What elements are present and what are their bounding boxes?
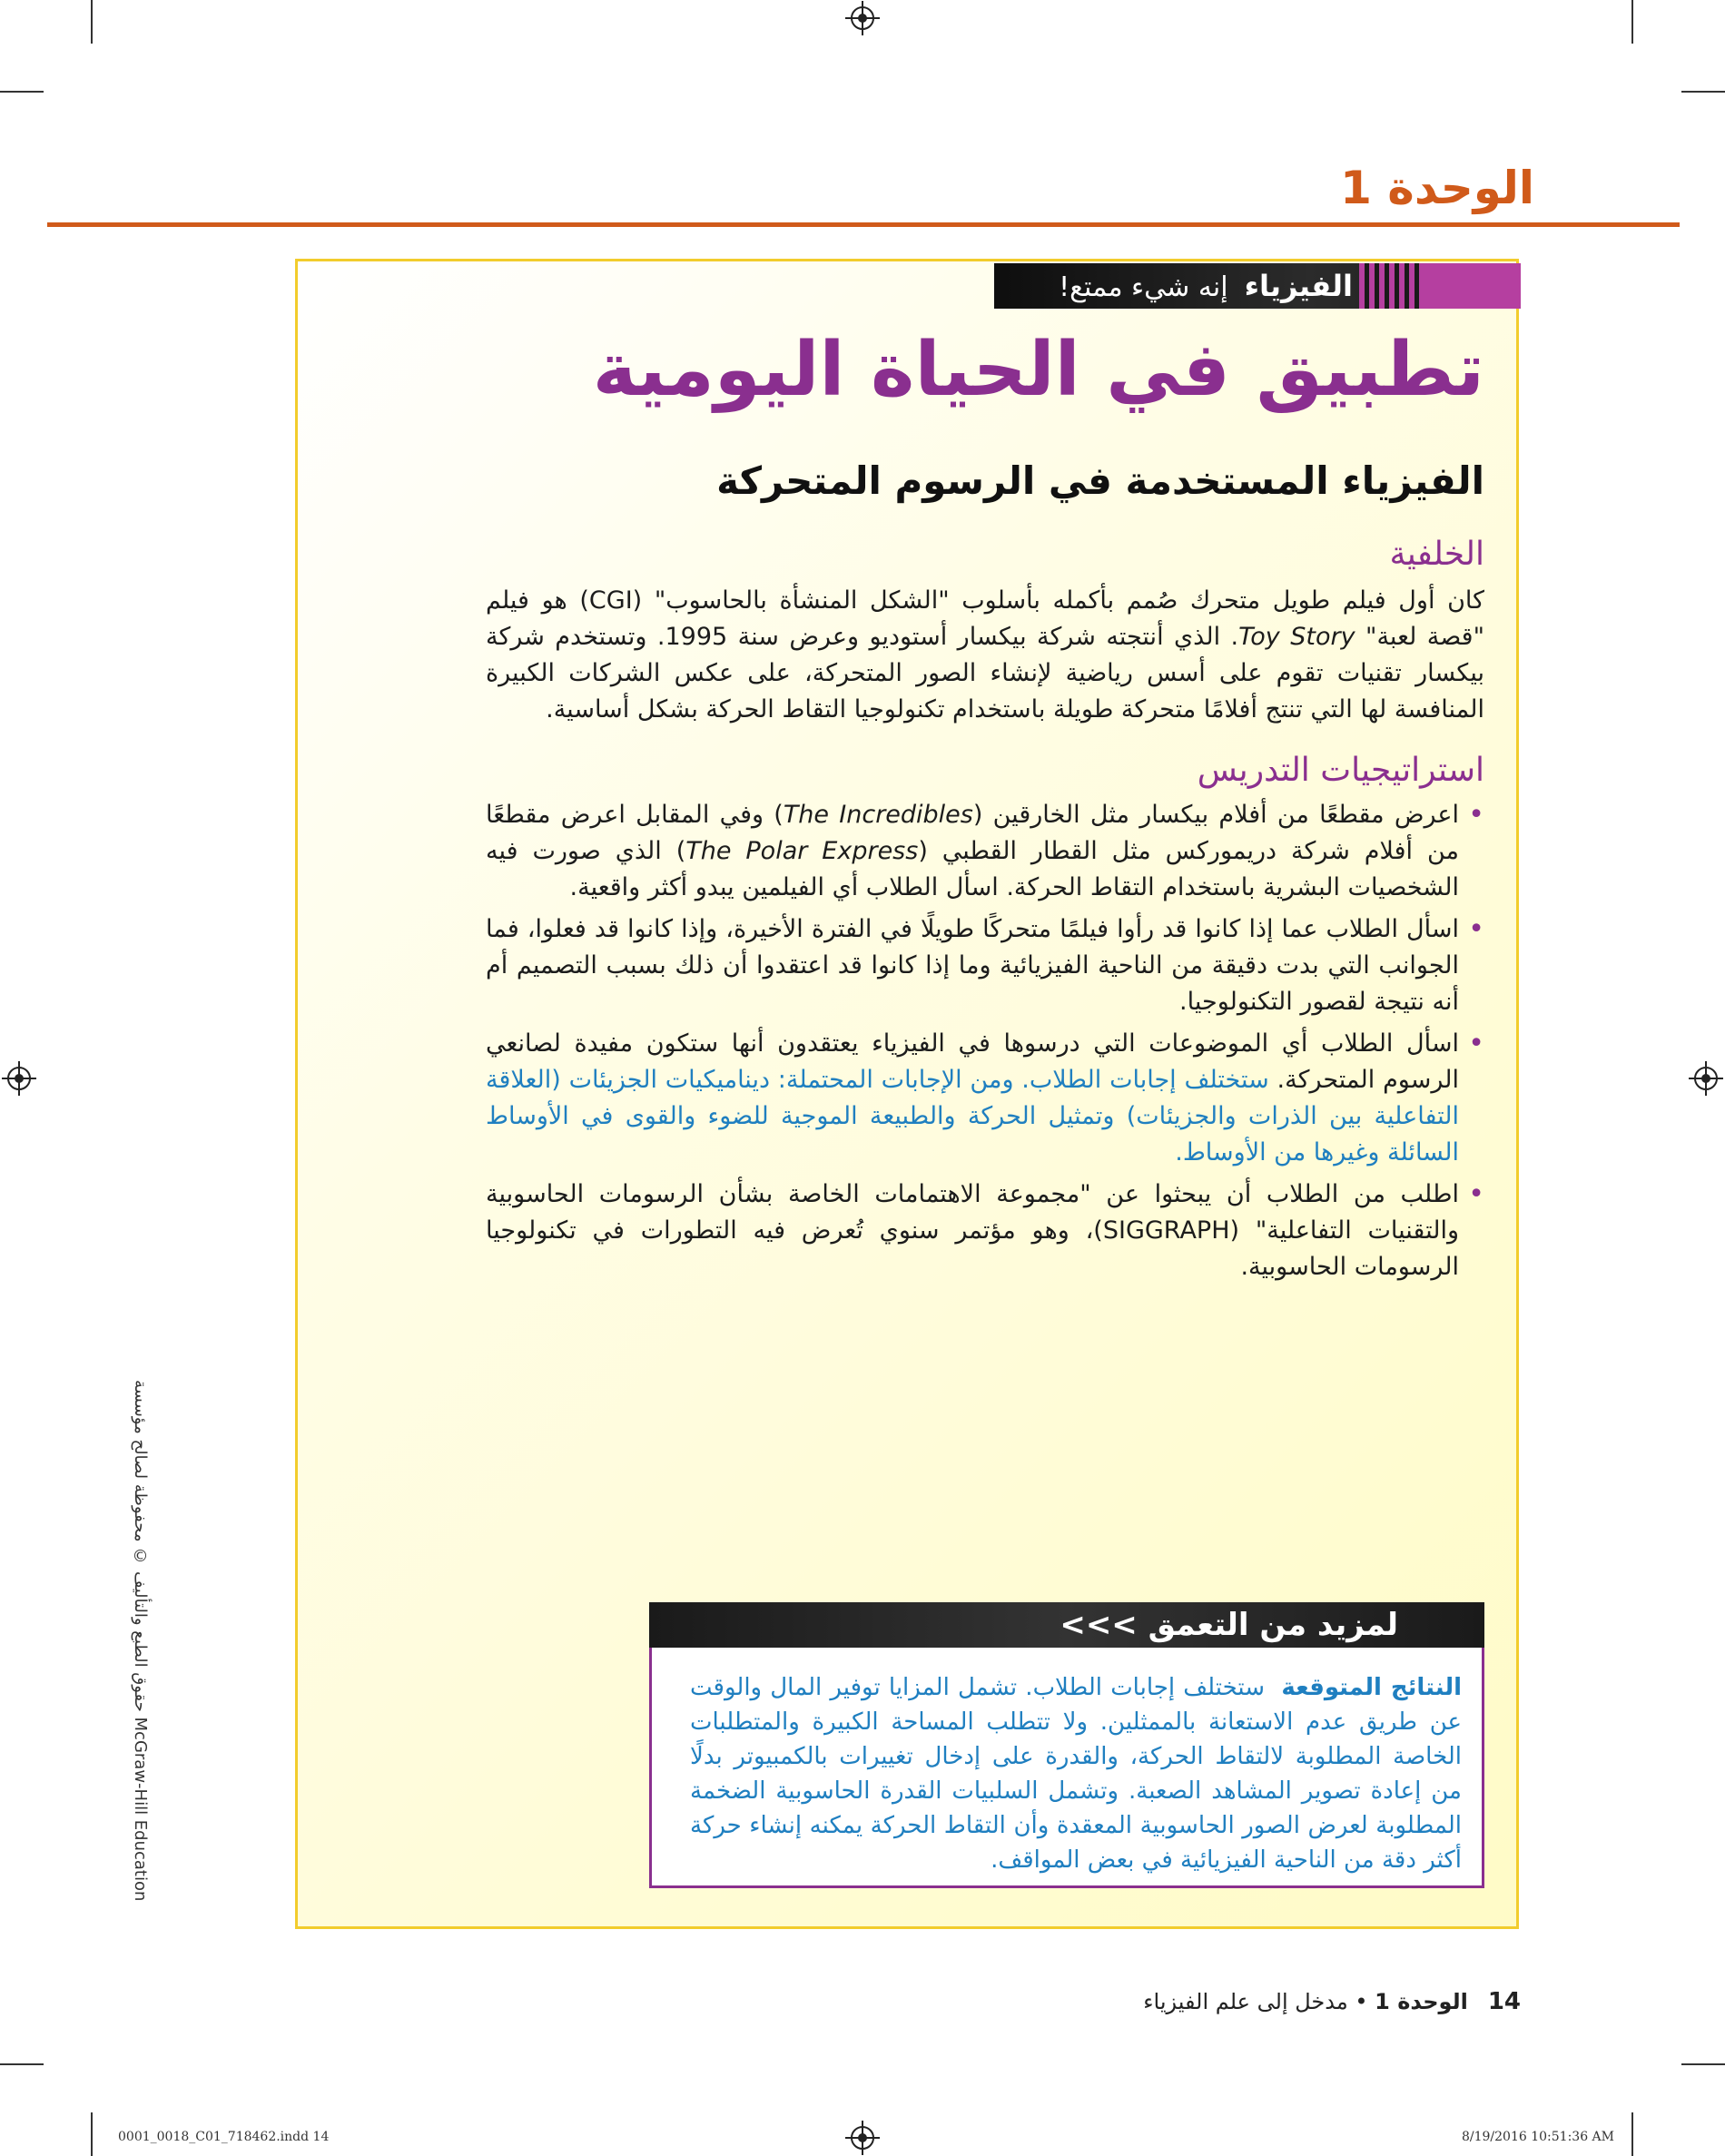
registration-mark-icon [851,2126,874,2150]
deep-dive-heading: لمزيد من التعمق >>> [649,1602,1484,1648]
crop-mark [1681,2063,1725,2065]
registration-mark-icon [1694,1067,1718,1090]
background-heading: الخلفية [1389,536,1484,573]
film-title: Toy Story [1238,623,1355,651]
page-subtitle: الفيزياء المستخدمة في الرسوم المتحركة [716,458,1484,503]
crop-mark [1681,91,1725,93]
crop-mark [1631,2112,1633,2156]
feature-label-text: إنه شيء ممتع! [1059,271,1228,303]
expected-results-label: النتائج المتوقعة [1281,1674,1463,1701]
crop-mark [91,2112,93,2156]
page-number: 14 [1487,1988,1521,2015]
background-paragraph: كان أول فيلم طويل متحرك صُمم بأكمله بأسلوب "الشكل المنشأة بالحاسوب" (CGI) هو فيلم "قصة لعبة" Toy Story. الذي أنتجته شركة بيكسار أستوديو وعرض سنة 1995. وتستخدم شركة بيكسار تقنيات تقوم على أسس رياضية لإنشاء الصور المتحركة، على عكس الشركات الكبيرة المنافسة لها التي تنتج أفلامًا متحركة طويلة باستخدام تكنولوجيا التقاط الحركة بشكل أساسية. [486,586,1485,724]
footer-unit: الوحدة 1 [1375,1989,1468,2014]
feature-label [1059,267,1353,305]
registration-mark-icon [851,6,874,30]
film-title: The Polar Express [685,837,919,865]
crop-mark [91,0,93,44]
copyright-credit: حقوق الطبع والتأليف © محفوظة لصالح مؤسسة McGraw-Hill Education [131,1380,150,1902]
unit-rule [47,222,1680,227]
deep-dive-text: النتائج المتوقعة ستختلف إجابات الطلاب. تشمل المزايا توفير المال والوقت عن طريق عدم الاستعانة بالممثلين. ولا تتطلب المساحة الكبيرة والمتطلبات الخاصة المطلوبة لالتقاط الحركة، والقدرة على إدخال تغييرات بالكمبيوتر بدلًا من إعادة تصوير المشاهد الصعبة. وتشمل السلبيات القدرة الحاسوبية الضخمة المطلوبة لعرض الصور الحاسوبية المعقدة وأن التقاط الحركة يمكنه إنشاء حركة أكثر دقة من الناحية الفيزيائية في بعض المواقف. [690,1674,1463,1874]
list-item: • اسأل الطلاب أي الموضوعات التي درسوها في الفيزياء يعتقدون أنها ستكون مفيدة لصانعي الرسوم المتحركة. ستختلف إجابات الطلاب. ومن الإجابات المحتملة: ديناميكيات الجزيئات (العلاقة التفاعلية بين الذرات والجزيئات) وتمثيل الحركة والطبيعة الموجية للضوء والقوى في الأوساط السائلة وغيرها من الأوساط. [486,1026,1484,1171]
page-footer: 14الوحدة 1 • مدخل إلى علم الفيزياء [1143,1988,1521,2015]
list-item: • اطلب من الطلاب أن يبحثوا عن "مجموعة الاهتمامات الخاصة بشأن الرسومات الحاسوبية والتقنيات التفاعلية" (SIGGRAPH)، وهو مؤتمر سنوي تُعرض فيه التطورات في تكنولوجيا الرسومات الحاسوبية. [486,1176,1484,1285]
page-title: تطبيق في الحياة اليومية [592,327,1484,413]
list-item: • اعرض مقطعًا من أفلام بيكسار مثل الخارقين (The Incredibles) وفي المقابل اعرض مقطعًا من أفلام شركة دريموركس مثل القطار القطبي (The Polar Express) الذي صورت فيه الشخصيات البشرية باستخدام التقاط الحركة. اسأل الطلاب أي الفيلمين يبدو أكثر واقعية. [486,797,1484,906]
strategies-heading: استراتيجيات التدريس [1197,752,1484,789]
crop-mark [1631,0,1633,44]
label-stripes [1359,263,1419,309]
expected-answer: ستختلف إجابات الطلاب. ومن الإجابات المحتملة: ديناميكيات الجزيئات (العلاقة التفاعلية بين الذرات والجزيئات) وتمثيل الحركة والطبيعة الموجية للضوء والقوى في الأوساط السائلة وغيرها من الأوساط. [486,1066,1459,1167]
unit-title: الوحدة 1 [1340,162,1534,214]
registration-mark-icon [7,1067,31,1090]
crop-mark [0,91,44,93]
label-accent [1419,263,1521,309]
feature-label-bold: الفيزياء [1244,269,1353,303]
print-slug-file: 0001_0018_C01_718462.indd 14 [118,2130,330,2144]
footer-chapter: مدخل إلى علم الفيزياء [1143,1989,1348,2014]
list-item: • اسأل الطلاب عما إذا كانوا قد رأوا فيلمًا متحركًا طويلًا في الفترة الأخيرة، وإذا كانوا قد فعلوا، فما الجوانب التي بدت دقيقة من الناحية الفيزيائية وما إذا كانوا قد اعتقدوا أن ذلك بسبب التصميم أم أنه نتيجة لقصور التكنولوجيا. [486,911,1484,1020]
crop-mark [0,2063,44,2065]
strategies-list [486,797,1484,1291]
film-title: The Incredibles [783,801,973,829]
print-slug-date: 8/19/2016 10:51:36 AM [1461,2130,1614,2144]
